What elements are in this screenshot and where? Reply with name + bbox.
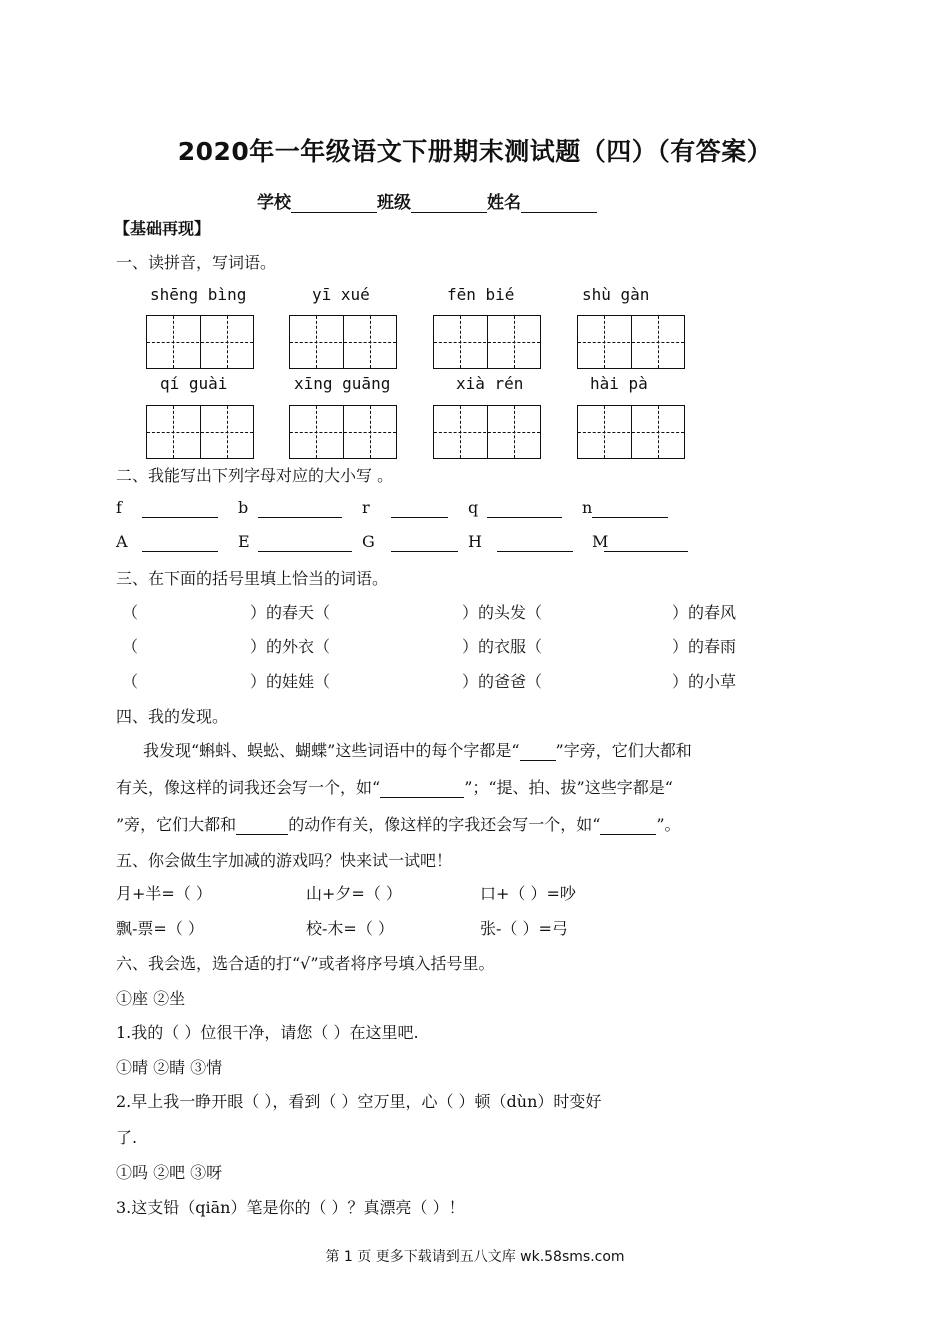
letter: G <box>362 532 375 551</box>
pinyin: shēng bìng <box>150 285 247 304</box>
page-footer: 第 1 页 更多下载请到五八文库 wk.58sms.com <box>325 1249 625 1265</box>
writing-box[interactable] <box>146 315 254 369</box>
q5-title: 五、你会做生字加减的游戏吗？快来试一试吧！ <box>116 851 453 870</box>
writing-box[interactable] <box>289 315 397 369</box>
answer-blank[interactable] <box>391 501 448 518</box>
phrase: ）的春天（ <box>250 603 331 622</box>
equation: 月+半=（ ） <box>116 884 212 903</box>
writing-box[interactable] <box>577 405 685 459</box>
writing-box[interactable] <box>433 405 541 459</box>
answer-blank[interactable] <box>487 501 562 518</box>
sentence: 2.早上我一睁开眼（ ），看到（ ）空万里，心（ ）顿（dùn）时变好 <box>116 1092 602 1111</box>
q4-line3: ”旁，它们大都和 的动作有关，像这样的字我还会写一个，如“ ”。 <box>116 815 681 834</box>
answer-blank[interactable] <box>600 818 656 835</box>
pinyin: xià rén <box>456 374 524 393</box>
pinyin: hài pà <box>590 374 648 393</box>
equation: 口+（ ）=吵 <box>480 884 576 903</box>
letter: H <box>468 532 482 551</box>
answer-blank[interactable] <box>142 501 218 518</box>
class-label: 班级 <box>377 193 411 213</box>
answer-blank[interactable] <box>604 535 688 552</box>
letter: n <box>582 498 593 517</box>
phrase: ）的春风 <box>672 603 737 622</box>
answer-blank[interactable] <box>380 781 464 798</box>
letter: f <box>116 498 122 517</box>
equation: 张-（ ）=弓 <box>480 919 568 938</box>
pinyin: qí guài <box>160 374 228 393</box>
sentence: 3.这支铅（qiān）笔是你的（ ）？真漂亮（ ）！ <box>116 1198 465 1217</box>
equation: 校-木=（ ） <box>306 919 394 938</box>
equation: 山+夕=（ ） <box>306 884 402 903</box>
phrase: ）的小草 <box>672 672 737 691</box>
options: ①晴 ②睛 ③情 <box>116 1058 223 1077</box>
phrase: ）的春雨 <box>672 637 737 656</box>
q2-title: 二、我能写出下列字母对应的大小写 。 <box>116 466 394 485</box>
pinyin: xīng guāng <box>294 374 391 393</box>
answer-blank[interactable] <box>236 818 288 835</box>
answer-blank[interactable] <box>258 535 352 552</box>
letter: M <box>592 532 609 551</box>
school-label: 学校 <box>257 193 291 213</box>
sentence-cont: 了. <box>116 1128 138 1147</box>
pinyin: fēn bié <box>447 285 515 304</box>
paren-open: （ <box>122 603 139 622</box>
phrase: ）的衣服（ <box>462 637 543 656</box>
answer-blank[interactable] <box>142 535 218 552</box>
letter: r <box>362 498 370 517</box>
q6-title: 六、我会选，选合适的打“√”或者将序号填入括号里。 <box>116 954 495 973</box>
equation: 飘-票=（ ） <box>116 919 204 938</box>
school-field[interactable] <box>291 194 377 213</box>
name-field[interactable] <box>521 194 597 213</box>
phrase: ）的爸爸（ <box>462 672 543 691</box>
answer-blank[interactable] <box>592 501 668 518</box>
paren-open: （ <box>122 637 139 656</box>
pinyin: shù gàn <box>582 285 650 304</box>
q1-title: 一、读拼音，写词语。 <box>116 253 277 272</box>
answer-blank[interactable] <box>520 744 556 761</box>
student-info <box>257 188 597 213</box>
answer-blank[interactable] <box>258 501 342 518</box>
name-label: 姓名 <box>487 193 521 213</box>
answer-blank[interactable] <box>497 535 573 552</box>
q4-line1: 我发现“蝌蚪、蜈蚣、蝴蝶”这些词语中的每个字都是“ ”字旁，它们大都和 <box>143 741 692 760</box>
answer-blank[interactable] <box>391 535 458 552</box>
writing-box[interactable] <box>289 405 397 459</box>
phrase: ）的外衣（ <box>250 637 331 656</box>
writing-box[interactable] <box>577 315 685 369</box>
q4-line2: 有关，像这样的词我还会写一个，如“ ”；“提、拍、拔”这些字都是“ <box>116 778 673 797</box>
options: ①座 ②坐 <box>116 989 186 1008</box>
paren-open: （ <box>122 672 139 691</box>
phrase: ）的娃娃（ <box>250 672 331 691</box>
pinyin: yī xué <box>312 285 370 304</box>
sentence: 1.我的（ ）位很干净，请您（ ）在这里吧. <box>116 1023 419 1042</box>
letter: b <box>238 498 249 517</box>
class-field[interactable] <box>411 194 487 213</box>
section-header: 【基础再现】 <box>114 219 211 238</box>
letter: A <box>116 532 128 551</box>
page-title: 2020年一年级语文下册期末测试题（四）（有答案） <box>177 137 773 166</box>
options: ①吗 ②吧 ③呀 <box>116 1163 223 1182</box>
writing-box[interactable] <box>146 405 254 459</box>
q4-title: 四、我的发现。 <box>116 707 229 726</box>
letter: E <box>238 532 250 551</box>
writing-box[interactable] <box>433 315 541 369</box>
phrase: ）的头发（ <box>462 603 543 622</box>
q3-title: 三、在下面的括号里填上恰当的词语。 <box>116 569 389 588</box>
letter: q <box>468 498 479 517</box>
